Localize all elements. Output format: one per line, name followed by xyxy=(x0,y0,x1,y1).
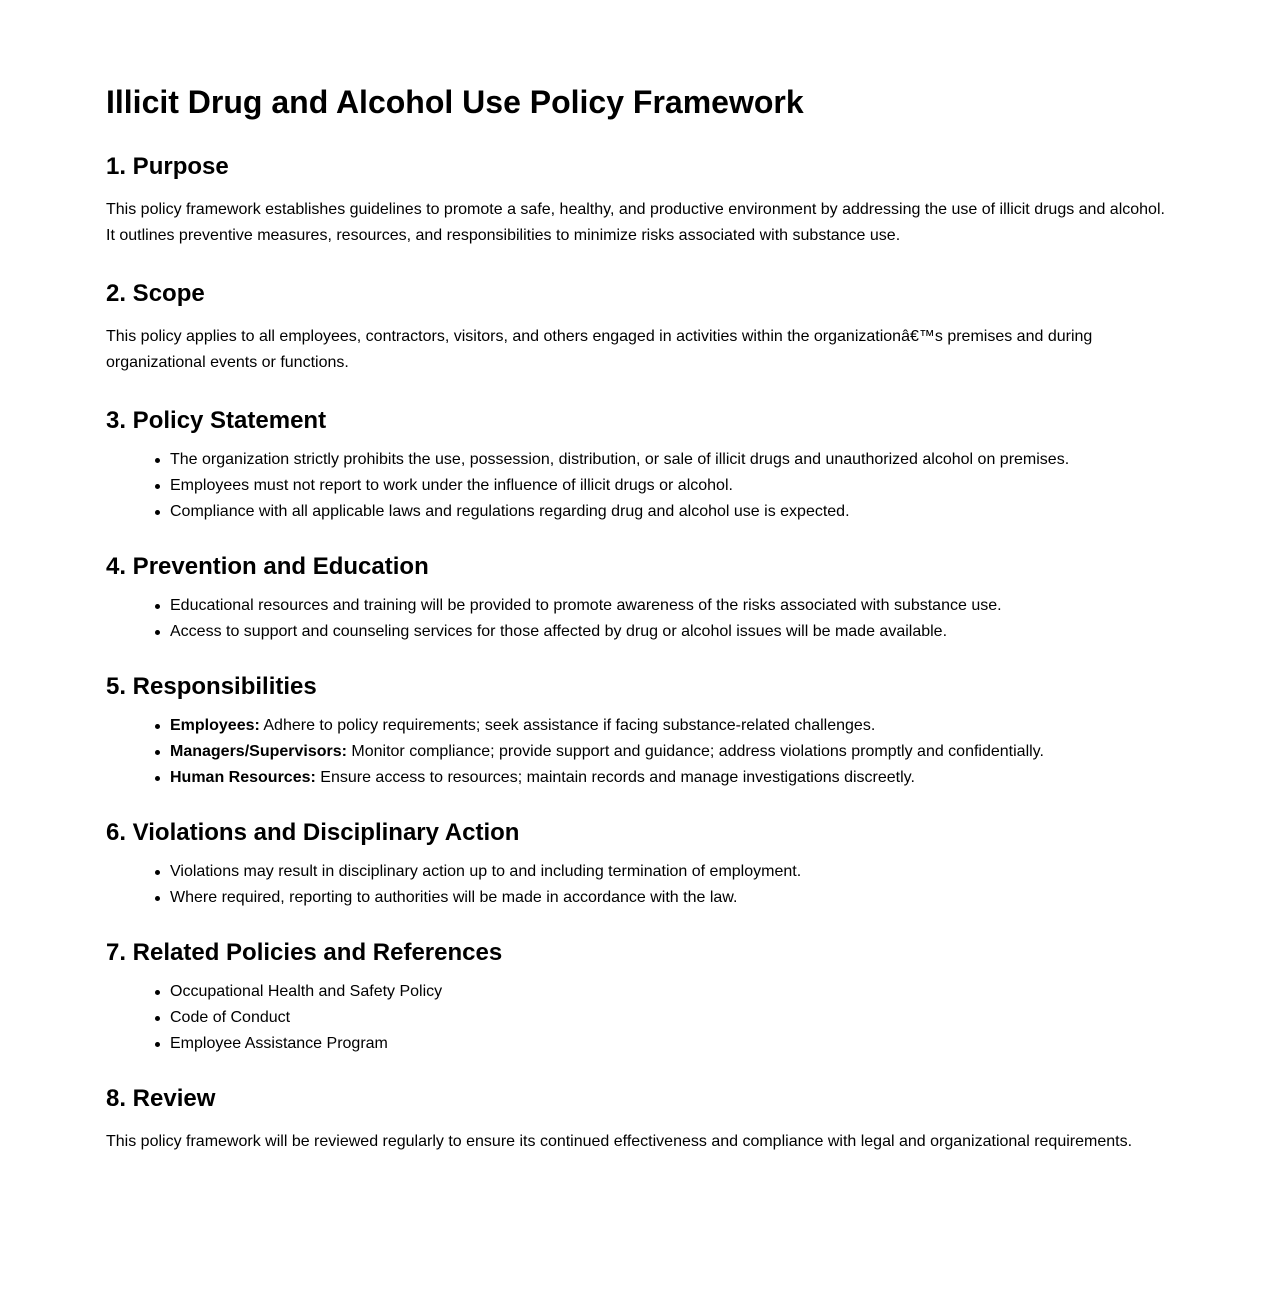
paragraph-line: organizational events or functions. xyxy=(106,354,349,371)
paragraph-line: It outlines preventive measures, resources, and responsibilities to minimize risks associated with substance use. xyxy=(106,227,901,244)
paragraph-line: This policy framework will be reviewed regularly to ensure its continued effectiveness and compliance with legal and organizational requirements. xyxy=(106,1133,1133,1150)
section-heading-purpose: 1. Purpose xyxy=(106,153,229,180)
list-item: Employee Assistance Program xyxy=(170,1031,1210,1057)
purpose-paragraph xyxy=(106,197,1176,249)
section-heading-prevention-education: 4. Prevention and Education xyxy=(106,553,429,580)
role-label: Human Resources: xyxy=(170,769,316,786)
section-heading-violations: 6. Violations and Disciplinary Action xyxy=(106,819,520,846)
paragraph-line: This policy applies to all employees, contractors, visitors, and others engaged in activities within the organizationâ€™s premises and during xyxy=(106,328,1093,345)
list-item: Access to support and counseling services for those affected by drug or alcohol issues will be made available. xyxy=(170,619,1210,645)
related-policies-list xyxy=(106,979,1210,1057)
list-item xyxy=(170,739,1210,765)
section-heading-responsibilities: 5. Responsibilities xyxy=(106,673,317,700)
document-title: Illicit Drug and Alcohol Use Policy Framework xyxy=(106,84,804,120)
section-heading-related-policies: 7. Related Policies and References xyxy=(106,939,503,966)
list-item: Violations may result in disciplinary action up to and including termination of employment. xyxy=(170,859,1210,885)
violations-list xyxy=(106,859,1210,911)
policy-statement-list xyxy=(106,447,1210,525)
responsibilities-list xyxy=(106,713,1210,791)
role-label: Managers/Supervisors: xyxy=(170,743,347,760)
role-description: Ensure access to resources; maintain records and manage investigations discreetly. xyxy=(315,769,915,786)
prevention-education-list xyxy=(106,593,1210,645)
section-heading-review: 8. Review xyxy=(106,1085,216,1112)
role-description: Adhere to policy requirements; seek assistance if facing substance-related challenges. xyxy=(259,717,876,734)
list-item xyxy=(170,765,1210,791)
list-item: The organization strictly prohibits the use, possession, distribution, or sale of illicit drugs and unauthorized alcohol on premises. xyxy=(170,447,1210,473)
list-item: Employees must not report to work under the influence of illicit drugs or alcohol. xyxy=(170,473,1210,499)
list-item: Educational resources and training will be provided to promote awareness of the risks associated with substance use. xyxy=(170,593,1210,619)
paragraph-line: This policy framework establishes guidelines to promote a safe, healthy, and productive environment by addressing the use of illicit drugs and alcohol. xyxy=(106,201,1165,218)
list-item: Occupational Health and Safety Policy xyxy=(170,979,1210,1005)
scope-paragraph xyxy=(106,324,1176,376)
list-item: Compliance with all applicable laws and regulations regarding drug and alcohol use is expected. xyxy=(170,499,1210,525)
list-item xyxy=(170,713,1210,739)
section-heading-scope: 2. Scope xyxy=(106,280,205,307)
list-item: Code of Conduct xyxy=(170,1005,1210,1031)
section-heading-policy-statement: 3. Policy Statement xyxy=(106,407,327,434)
role-label: Employees: xyxy=(170,717,260,734)
list-item: Where required, reporting to authorities will be made in accordance with the law. xyxy=(170,885,1210,911)
review-paragraph xyxy=(106,1129,1176,1155)
role-description: Monitor compliance; provide support and guidance; address violations promptly and confidentially. xyxy=(346,743,1044,760)
